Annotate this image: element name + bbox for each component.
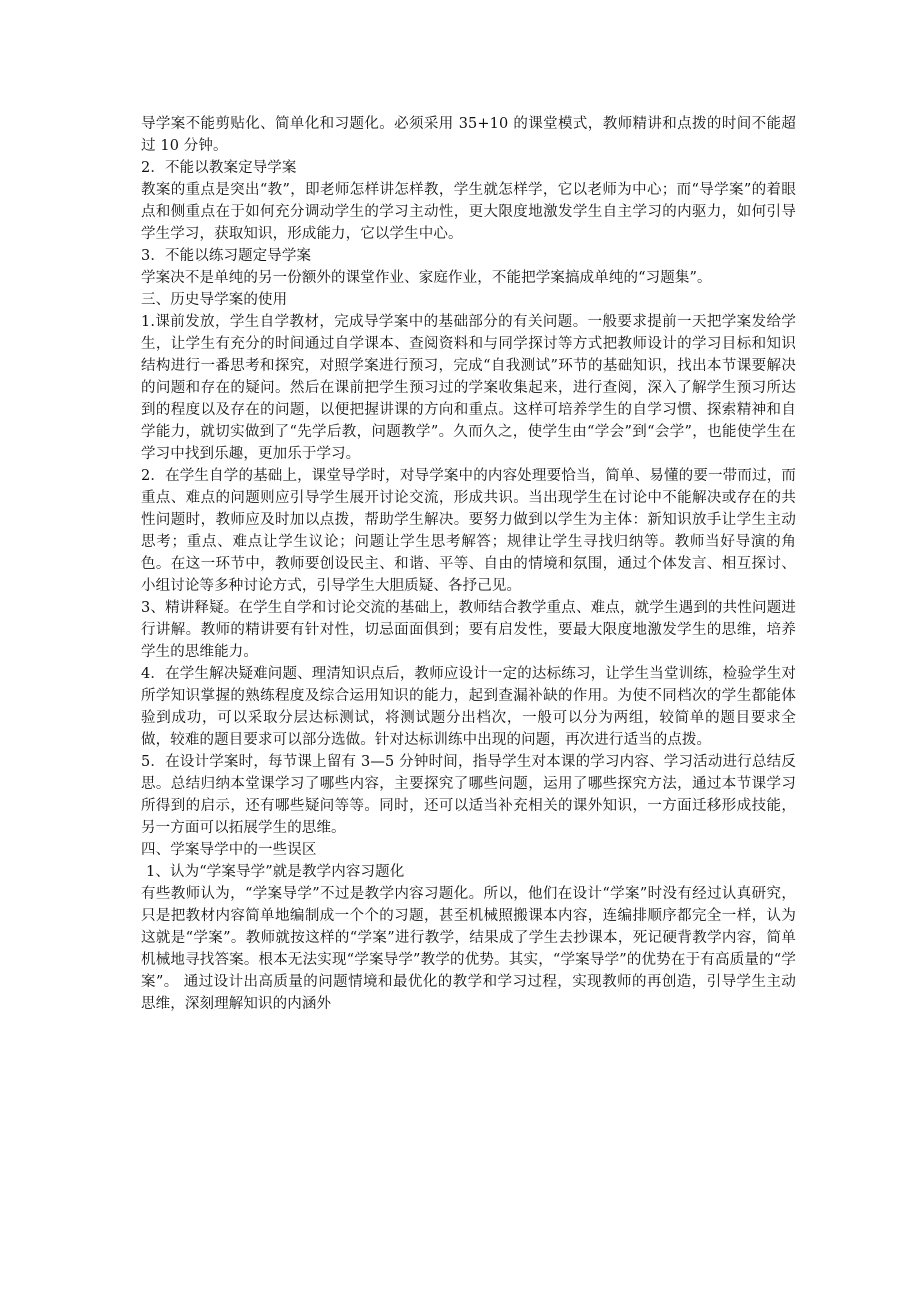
paragraph-teaching-plan-focus: 教案的重点是突出“教”，即老师怎样讲怎样教，学生就怎样学，它以老师为中心；而“导学案”的着眼点和侧重点在于如何充分调动学生的学习主动性，更大限度地激发学生自主学习的内驱力，如何引导学生学习，获取知识，形成能力，它以学生中心。 xyxy=(141,182,796,242)
paragraph-classroom-guidance: 2．在学生自学的基础上，课堂导学时，对导学案中的内容处理要恰当，简单、易懂的要一带而过，而重点、难点的问题则应引导学生展开讨论交流，形成共识。当出现学生在讨论中不能解决或存在的共性问题时，教师应及时加以点拨，帮助学生解决。要努力做到以学生为主体：新知识放手让学生主动思考；重点、难点让学生议论；问题让学生思考解答；规律让学生寻找归纳等。教师当好导演的角色。在这一环节中，教师要创设民主、和谐、平等、自由的情境和氛围，通过个体发言、相互探讨、小组讨论等多种讨论方式，引导学生大胆质疑、各抒己见。 xyxy=(141,468,796,594)
subheading-misconception-1: 1、认为“学案导学”就是教学内容习题化 xyxy=(146,864,405,880)
heading-2-no-teaching-plan: 2．不能以教案定导学案 xyxy=(141,160,297,176)
paragraph-focused-explanation: 3、精讲释疑。在学生自学和讨论交流的基础上，教师结合教学重点、难点，就学生遇到的共性问题进行讲解。教师的精讲要有针对性，切忌面面俱到；要有启发性，要最大限度地激发学生的思维，培养学生的思维能力。 xyxy=(141,600,796,660)
paragraph-target-practice: 4．在学生解决疑难问题、理清知识点后，教师应设计一定的达标练习，让学生当堂训练，检验学生对所学知识掌握的熟练程度及综合运用知识的能力，起到查漏补缺的作用。为使不同档次的学生都能体验到成功，可以采取分层达标测试，将测试题分出档次，一般可以分为两组，较简单的题目要求全做，较难的题目要求可以部分选做。针对达标训练中出现的问题，再次进行适当的点拨。 xyxy=(141,666,796,748)
paragraph-misconception-detail: 有些教师认为，“学案导学”不过是教学内容习题化。所以，他们在设计“学案”时没有经过认真研究，只是把教材内容简单地编制成一个个的习题，甚至机械照搬课本内容，连编排顺序都完全一样，认为这就是“学案”。教师就按这样的“学案”进行教学，结果成了学生去抄课本，死记硬背教学内容，简单机械地寻找答案。根本无法实现“学案导学”教学的优势。其实，“学案导学”的优势在于有高质量的“学案”。 通过设计出高质量的问题情境和最优化的教学和学习过程，实现教师的再创造，引导学生主动思维，深刻理解知识的内涵外 xyxy=(141,886,796,1012)
paragraph-not-exercise-set: 学案决不是单纯的另一份额外的课堂作业、家庭作业，不能把学案搞成单纯的“习题集”。 xyxy=(141,270,712,286)
document-page xyxy=(141,113,796,1015)
heading-3-no-exercises: 3．不能以练习题定导学案 xyxy=(141,248,312,264)
section-heading-misconceptions: 四、学案导学中的一些误区 xyxy=(141,842,317,858)
paragraph-pre-class-distribution: 1.课前发放，学生自学教材，完成导学案中的基础部分的有关问题。一般要求提前一天把学案发给学生，让学生有充分的时间通过自学课本、查阅资料和与同学探讨等方式把教师设计的学习目标和知识结构进行一番思考和探究，对照学案进行预习，完成“自我测试”环节的基础知识，找出本节课要解决的问题和存在的疑问。然后在课前把学生预习过的学案收集起来，进行查阅，深入了解学生预习所达到的程度以及存在的问题，以便把握讲课的方向和重点。这样可培养学生的自学习惯、探索精神和自学能力，就切实做到了“先学后教，问题教学”。久而久之，使学生由“学会”到“会学”，也能使学生在学习中找到乐趣，更加乐于学习。 xyxy=(141,314,796,462)
paragraph-intro-conclusion: 导学案不能剪贴化、简单化和习题化。必须采用 35+10 的课堂模式，教师精讲和点拨的时间不能超过 10 分钟。 xyxy=(141,116,796,154)
paragraph-summary-reflection: 5．在设计学案时，每节课上留有 3—5 分钟时间，指导学生对本课的学习内容、学习活动进行总结反思。总结归纳本堂课学习了哪些内容，主要探究了哪些问题，运用了哪些探究方法，通过本节课学习所得到的启示，还有哪些疑问等等。同时，还可以适当补充相关的课外知识，一方面迁移形成技能，另一方面可以拓展学生的思维。 xyxy=(141,754,796,836)
section-heading-history-guide-use: 三、历史导学案的使用 xyxy=(141,292,288,308)
